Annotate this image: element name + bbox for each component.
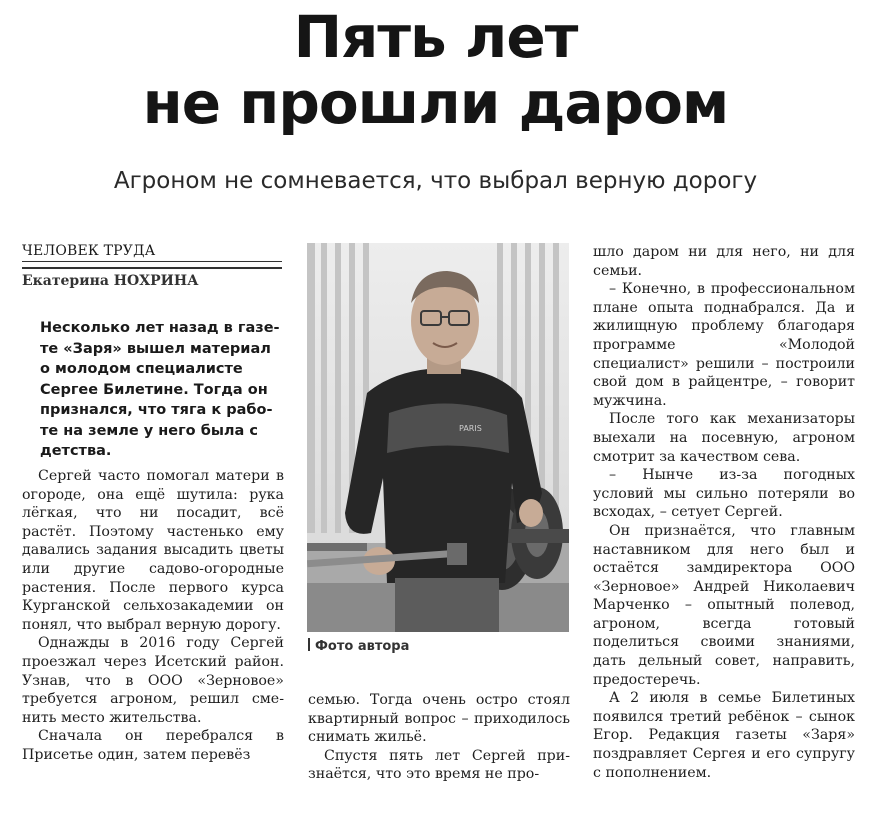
paragraph: Однажды в 2016 году Сергей проезжал через Исетский район. Узнав, что в ООО «Зерновое» требуется агроном, решил сменить место жительства. (22, 635, 284, 726)
subtitle: Агроном не сомневается, что выбрал верную дорогу (113, 168, 758, 194)
lead-line: о молодом специалисте (40, 361, 243, 377)
headline (0, 4, 871, 136)
headline-line-1: Пять лет (293, 3, 578, 71)
rubric-rule (22, 261, 282, 269)
paragraph: шло даром ни для него, ни для семьи. (593, 244, 855, 279)
article-column-2 (308, 691, 570, 784)
byline: Екатерина НОХРИНА (22, 273, 199, 289)
paragraph: Он признаётся, что главным наставником для него был и остаётся замдиректора ООО «Зерновое» Андрей Николаевич Марченко – опытный полевод, агроном, всегда готовый поделиться своими знаниями, дать дельный совет, направить, предостеречь. (593, 522, 855, 688)
paragraph: После того как механизаторы выехали на посевную, агроном смотрит за качеством сева. (593, 411, 855, 465)
caption-bar (308, 638, 310, 651)
lead-line: те «Заря» вышел материал (40, 340, 271, 357)
paragraph: Спустя пять лет Сергей признаётся, что это время не про- (308, 747, 570, 783)
paragraph: семью. Тогда очень остро стоял квартирный вопрос – приходилось снимать жильё. (308, 692, 570, 746)
article-column-1 (22, 467, 284, 765)
headline-line-2: не прошли даром (142, 69, 729, 137)
photo-caption (308, 638, 570, 656)
photo-of-agronomist (307, 243, 569, 632)
svg-text:PARIS: PARIS (459, 424, 482, 433)
paragraph: А 2 июля в семье Билетиных появился третий ребёнок – сынок Егор. Редакция газеты «Заря» поздравляет Сергея и его супругу с пополнением. (593, 690, 855, 781)
article-column-3 (593, 243, 855, 782)
lead-line: Несколько лет назад в газе- (40, 320, 280, 336)
lead-line: те на земле у него была с (40, 422, 258, 439)
lead-line: признался, что тяга к рабо- (40, 402, 273, 418)
paragraph: Сначала он перебрался в Присетье один, затем перевёз (22, 728, 284, 763)
paragraph: Сергей часто помогал матери в огороде, она ещё шутила: рука лёгкая, что ни посадит, всё растёт. Поэтому частенько ему давались задания высадить цветы или другие садово-огородные растения. После первого курса Курганской сельхозакадемии он понял, что выбрал верную дорогу. (22, 468, 284, 633)
paragraph: – Конечно, в профессиональном плане опыта поднабрался. Да и жилищную проблему благодаря программе «Молодой специалист» решили – построили свой дом в райцентре, – говорит мужчина. (593, 281, 855, 409)
paragraph: – Нынче из-за погодных условий мы сильно потеряли во всходах, – сетует Сергей. (593, 467, 855, 521)
rubric: ЧЕЛОВЕК ТРУДА (22, 243, 156, 259)
lead-line: Сергее Билетине. Тогда он (40, 381, 268, 398)
caption-text: Фото автора (315, 639, 410, 654)
lead-paragraph (40, 318, 283, 462)
lead-line: детства. (40, 443, 112, 459)
